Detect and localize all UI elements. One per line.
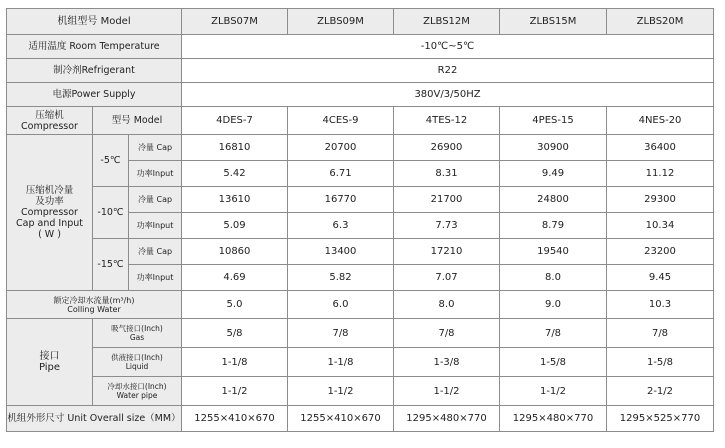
cooling-water-row: [7, 291, 714, 319]
input-value: 8.31: [394, 161, 500, 187]
compressor-model: 4PES-15: [500, 107, 607, 135]
cap-row: [7, 187, 714, 213]
model-header-label: 机组型号 Model: [7, 9, 182, 35]
pipe-row-label-cn: 吸气接口(Inch): [111, 324, 163, 333]
cap-row: [7, 239, 714, 265]
pipe-value: 1-1/8: [288, 348, 394, 377]
input-value: 5.82: [288, 265, 394, 291]
pipe-row-label: [93, 348, 182, 377]
power-value: 380V/3/50HZ: [182, 83, 714, 107]
pipe-row: [7, 348, 714, 377]
pipe-value: 1-1/2: [182, 377, 288, 406]
model-name: ZLBS20M: [607, 9, 714, 35]
pipe-row-label-cn: 冷却水接口(Inch): [107, 382, 167, 391]
cap-value: 16810: [182, 135, 288, 161]
pipe-label-cn: 接口: [39, 351, 60, 362]
overall-size-value: 1255×410×670: [288, 406, 394, 432]
pipe-value: 1-1/2: [500, 377, 607, 406]
model-name: ZLBS09M: [288, 9, 394, 35]
refrigerant-label: 制冷剂Refrigerant: [7, 59, 182, 83]
power-label: 电源Power Supply: [7, 83, 182, 107]
cap-value: 21700: [394, 187, 500, 213]
input-value: 7.07: [394, 265, 500, 291]
cap-value: 30900: [500, 135, 607, 161]
compressor-model: 4CES-9: [288, 107, 394, 135]
cap-label: 冷量 Cap: [129, 135, 182, 161]
pipe-value: 2-1/2: [607, 377, 714, 406]
pipe-label-en: Pipe: [38, 362, 61, 373]
spec-sheet: [6, 8, 714, 432]
pipe-row-label-en: Water pipe: [116, 391, 158, 400]
compressor-model: 4NES-20: [607, 107, 714, 135]
cooling-water-label: [7, 291, 182, 319]
overall-size-value: 1295×480×770: [394, 406, 500, 432]
refrigerant-row: [7, 59, 714, 83]
model-name: ZLBS15M: [500, 9, 607, 35]
input-value: 7.73: [394, 213, 500, 239]
pipe-value: 1-5/8: [500, 348, 607, 377]
capacity-label-unit: ( W ): [38, 229, 61, 240]
cap-value: 20700: [288, 135, 394, 161]
pipe-value: 7/8: [394, 319, 500, 348]
temperature-label: 适用温度 Room Temperature: [7, 35, 182, 59]
compressor-label-en: Compressor: [21, 120, 78, 132]
input-value: 4.69: [182, 265, 288, 291]
compressor-model: 4DES-7: [182, 107, 288, 135]
capacity-label-cn1: 压缩机冷量: [25, 185, 74, 196]
pipe-row-label: [93, 377, 182, 406]
pipe-value: 7/8: [500, 319, 607, 348]
input-value: 5.09: [182, 213, 288, 239]
cap-value: 13610: [182, 187, 288, 213]
capacity-label: [7, 135, 93, 291]
evap-temp: -15℃: [93, 239, 129, 291]
input-value: 9.49: [500, 161, 607, 187]
cooling-water-value: 9.0: [500, 291, 607, 319]
input-value: 9.45: [607, 265, 714, 291]
pipe-value: 1-1/2: [288, 377, 394, 406]
input-value: 5.42: [182, 161, 288, 187]
cooling-water-value: 6.0: [288, 291, 394, 319]
overall-size-value: 1255×410×670: [182, 406, 288, 432]
model-name: ZLBS12M: [394, 9, 500, 35]
cap-value: 36400: [607, 135, 714, 161]
cap-value: 26900: [394, 135, 500, 161]
input-value: 10.34: [607, 213, 714, 239]
pipe-value: 7/8: [288, 319, 394, 348]
pipe-value: 1-1/8: [182, 348, 288, 377]
input-label: 功率Input: [129, 161, 182, 187]
overall-size-value: 1295×480×770: [500, 406, 607, 432]
evap-temp: -10℃: [93, 187, 129, 239]
compressor-model-label: 型号 Model: [93, 107, 182, 135]
pipe-row-label-en: Liquid: [125, 362, 149, 371]
input-value: 8.79: [500, 213, 607, 239]
capacity-label-cn2: 及功率: [35, 196, 64, 207]
pipe-row: [7, 319, 714, 348]
pipe-value: 1-5/8: [607, 348, 714, 377]
power-row: [7, 83, 714, 107]
overall-size-value: 1295×525×770: [607, 406, 714, 432]
temperature-value: -10℃~5℃: [182, 35, 714, 59]
cap-value: 17210: [394, 239, 500, 265]
cap-value: 10860: [182, 239, 288, 265]
pipe-row-label-en: Gas: [129, 333, 145, 342]
pipe-value: 1-1/2: [394, 377, 500, 406]
cap-value: 29300: [607, 187, 714, 213]
header-row: [7, 9, 714, 35]
compressor-row: [7, 107, 714, 135]
input-value: 11.12: [607, 161, 714, 187]
cap-value: 19540: [500, 239, 607, 265]
spec-table: [6, 8, 714, 432]
input-value: 6.71: [288, 161, 394, 187]
capacity-label-en2: Cap and Input: [16, 218, 83, 229]
cap-row: [7, 135, 714, 161]
compressor-label: [7, 107, 93, 135]
input-label: 功率Input: [129, 265, 182, 291]
overall-size-label: 机组外形尺寸 Unit Overall size（MM）: [7, 406, 182, 432]
cap-value: 24800: [500, 187, 607, 213]
refrigerant-value: R22: [182, 59, 714, 83]
compressor-label-cn: 压缩机: [35, 109, 64, 121]
cooling-water-value: 5.0: [182, 291, 288, 319]
compressor-model: 4TES-12: [394, 107, 500, 135]
pipe-row-label: [93, 319, 182, 348]
pipe-row: [7, 377, 714, 406]
pipe-value: 1-3/8: [394, 348, 500, 377]
temperature-row: [7, 35, 714, 59]
input-value: 6.3: [288, 213, 394, 239]
cooling-water-value: 8.0: [394, 291, 500, 319]
cap-label: 冷量 Cap: [129, 187, 182, 213]
overall-size-row: [7, 406, 714, 432]
pipe-row-label-cn: 供液接口(Inch): [111, 353, 163, 362]
cap-value: 16770: [288, 187, 394, 213]
capacity-label-en1: Compressor: [21, 207, 78, 218]
cap-label: 冷量 Cap: [129, 239, 182, 265]
cooling-water-label-en: Colling Water: [67, 304, 121, 314]
input-label: 功率Input: [129, 213, 182, 239]
pipe-label: [7, 319, 93, 406]
evap-temp: -5℃: [93, 135, 129, 187]
cooling-water-label-cn: 额定冷却水流量(m³/h): [53, 295, 135, 305]
model-name: ZLBS07M: [182, 9, 288, 35]
cap-value: 23200: [607, 239, 714, 265]
pipe-value: 7/8: [607, 319, 714, 348]
input-value: 8.0: [500, 265, 607, 291]
pipe-value: 5/8: [182, 319, 288, 348]
cap-value: 13400: [288, 239, 394, 265]
cooling-water-value: 10.3: [607, 291, 714, 319]
